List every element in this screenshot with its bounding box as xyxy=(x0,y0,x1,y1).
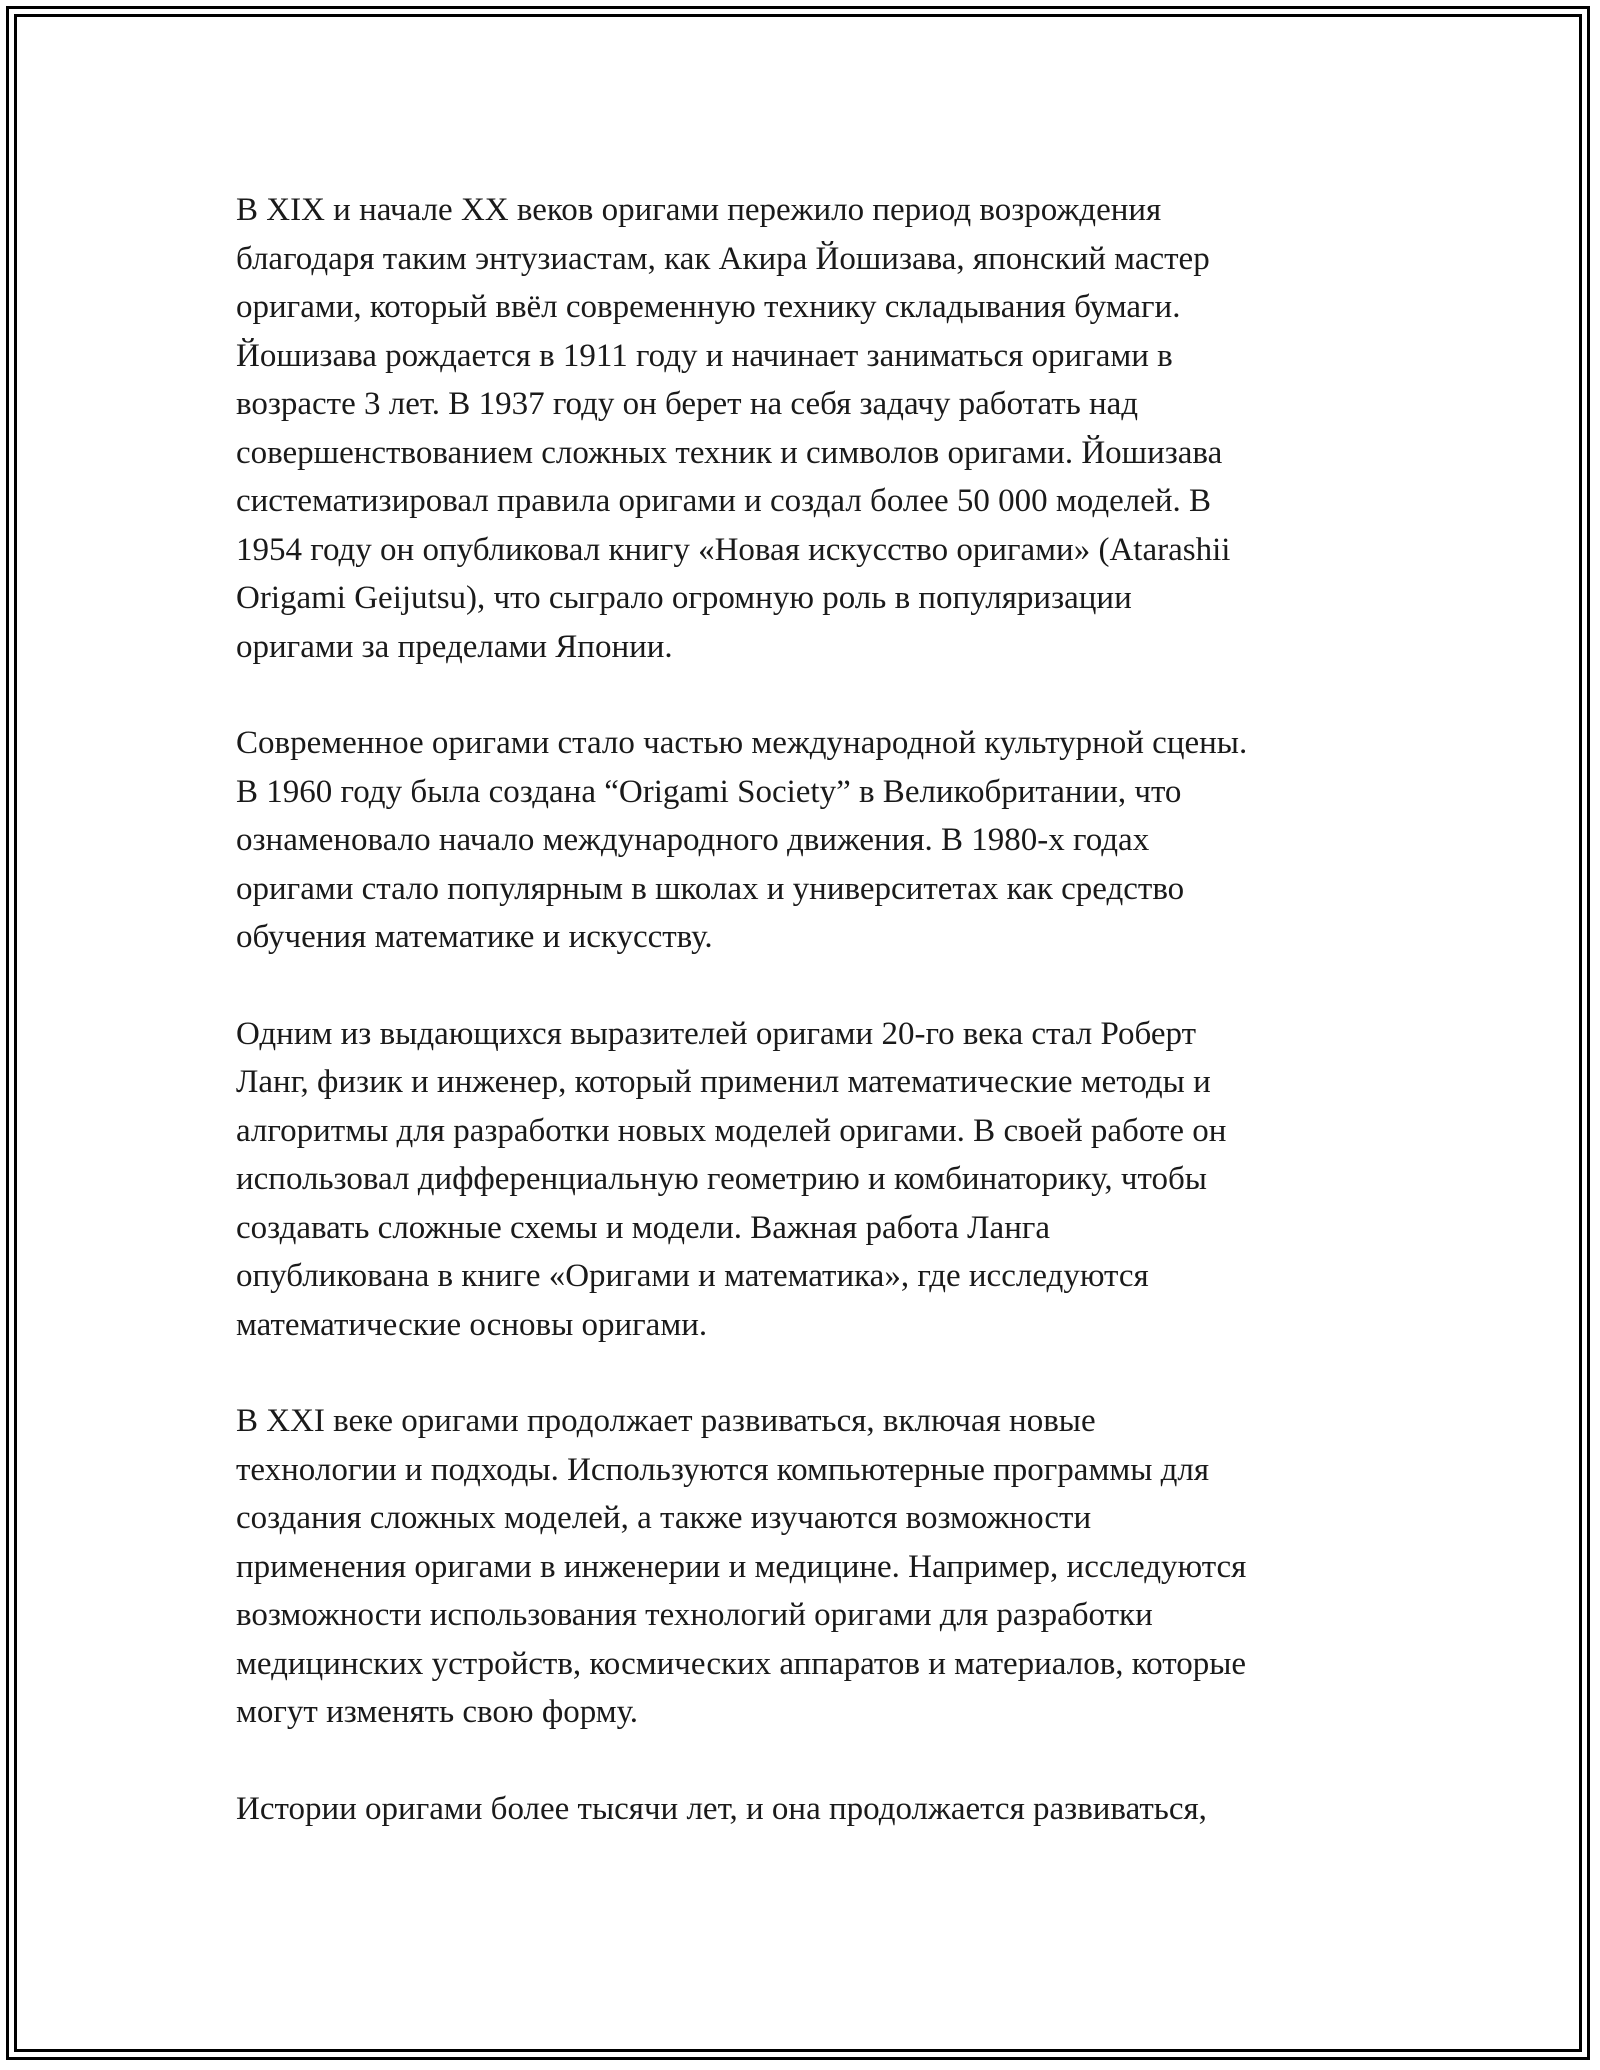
text-line: применения оригами в инженерии и медицине. Например, исследуются xyxy=(236,1548,1247,1585)
paragraph-21st-century xyxy=(236,1397,1386,1737)
text-line: создавать сложные схемы и модели. Важная работа Ланга xyxy=(236,1209,1051,1246)
text-line: оригами стало популярным в школах и университетах как средство xyxy=(236,870,1185,907)
text-line: создания сложных моделей, а также изучаются возможности xyxy=(236,1500,1092,1536)
text-line: систематизировал правила оригами и создал более 50 000 моделей. В xyxy=(236,483,1212,519)
text-line: Современное оригами стало частью международной культурной сцены. xyxy=(236,725,1248,761)
text-line: технологии и подходы. Используются компьютерные программы для xyxy=(236,1451,1210,1488)
paragraph-history xyxy=(236,1785,1386,1834)
paragraph-yoshizawa xyxy=(236,186,1386,671)
text-line: В XIX и начале XX веков оригами пережило период возрождения xyxy=(236,192,1162,228)
text-line: Origami Geijutsu), что сыграло огромную роль в популяризации xyxy=(236,580,1132,616)
text-line: Ланг, физик и инженер, который применил математические методы и xyxy=(236,1064,1211,1100)
text-line: могут изменять свою форму. xyxy=(236,1694,639,1730)
text-line: оригами, который ввёл современную технику складывания бумаги. xyxy=(236,289,1181,325)
text-line: оригами за пределами Японии. xyxy=(236,628,673,665)
text-line: совершенствованием сложных техник и символов оригами. Йошизава xyxy=(236,434,1223,471)
text-line: В XXI веке оригами продолжает развиваться, включая новые xyxy=(236,1403,1096,1439)
text-line: ознаменовало начало международного движения. В 1980-х годах xyxy=(236,822,1150,858)
text-line: Истории оригами более тысячи лет, и она продолжается развиваться, xyxy=(236,1790,1207,1827)
text-line: использовал дифференциальную геометрию и комбинаторику, чтобы xyxy=(236,1161,1207,1197)
text-line: математические основы оригами. xyxy=(236,1306,708,1343)
document-body xyxy=(236,186,1386,1881)
text-line: опубликована в книге «Оригами и математика», где исследуются xyxy=(236,1258,1149,1294)
paragraph-lang xyxy=(236,1010,1386,1350)
paragraph-international xyxy=(236,719,1386,962)
text-line: В 1960 году была создана “Origami Society” в Великобритании, что xyxy=(236,773,1182,810)
text-line: возможности использования технологий оригами для разработки xyxy=(236,1597,1153,1633)
text-line: медицинских устройств, космических аппаратов и материалов, которые xyxy=(236,1645,1247,1682)
text-line: 1954 году он опубликовал книгу «Новая искусство оригами» (Atarashii xyxy=(236,531,1231,568)
text-line: алгоритмы для разработки новых моделей оригами. В своей работе он xyxy=(236,1112,1227,1149)
text-line: Одним из выдающихся выразителей оригами 20-го века стал Роберт xyxy=(236,1015,1197,1052)
text-line: Йошизава рождается в 1911 году и начинает заниматься оригами в xyxy=(236,337,1173,374)
text-line: обучения математике и искусству. xyxy=(236,919,713,955)
text-line: благодаря таким энтузиастам, как Акира Йошизава, японский мастер xyxy=(236,240,1210,277)
text-line: возрасте 3 лет. В 1937 году он берет на себя задачу работать над xyxy=(236,386,1139,422)
